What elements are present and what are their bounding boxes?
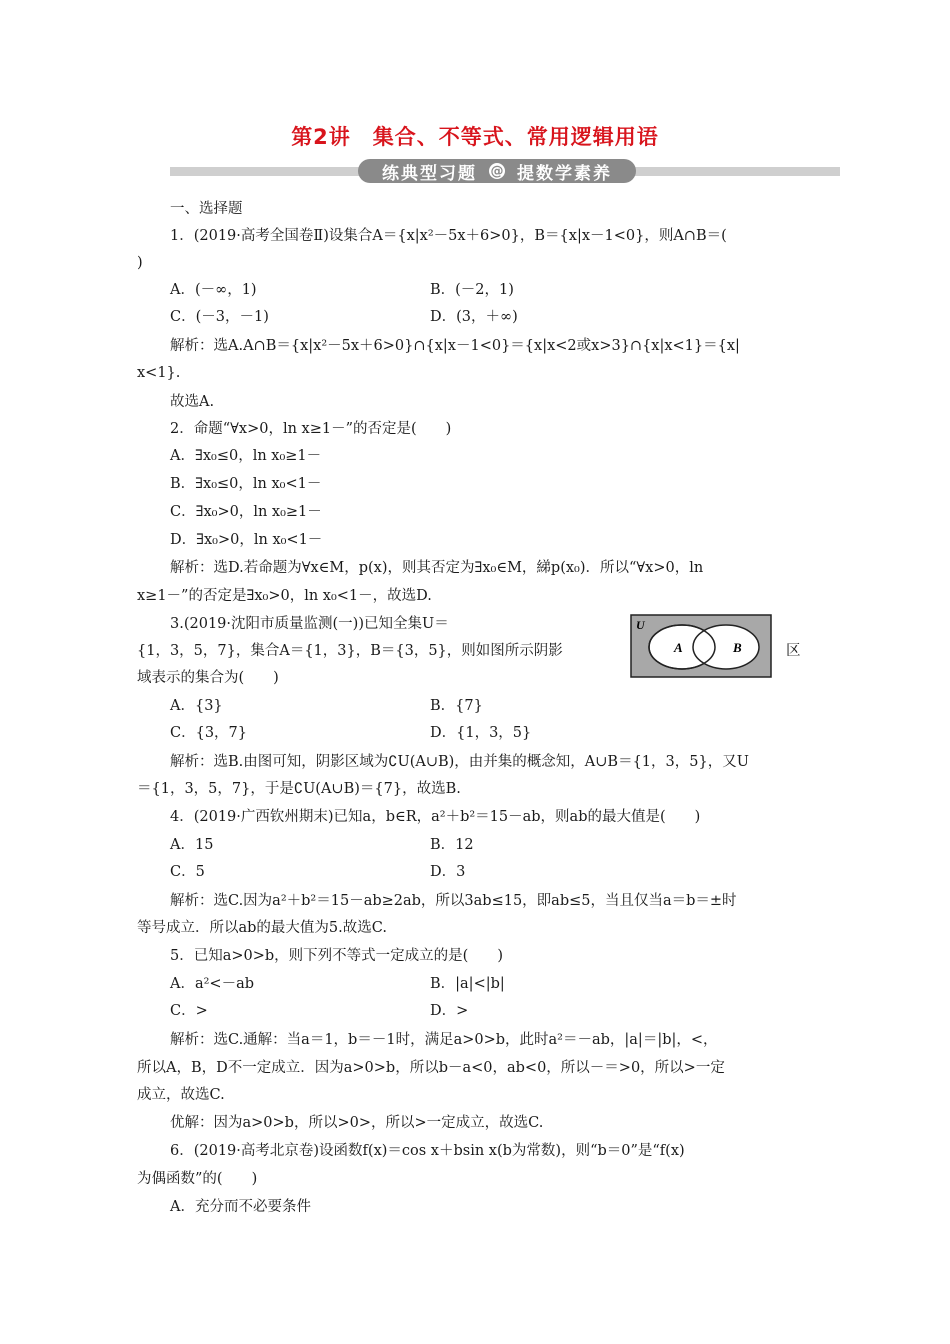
text-line: ＝{1，3，5，7}，于是∁U(A∪B)＝{7}，故选B.	[137, 781, 461, 797]
text-line: A．(－∞，1)	[170, 282, 257, 298]
text-line: 6．(2019·高考北京卷)设函数f(x)＝cos x＋bsin x(b为常数)，则“b＝0”是“f(x)	[170, 1143, 685, 1159]
text-line: A．15	[170, 837, 214, 853]
text-line: 成立，故选C.	[137, 1087, 225, 1103]
text-line: B．|a|<|b|	[430, 976, 505, 992]
text-line: 优解：因为a>0>b，所以>0>，所以>一定成立，故选C.	[170, 1115, 544, 1131]
text-line: 4．(2019·广西钦州期末)已知a，b∈R，a²＋b²＝15－ab，则ab的最大值是( )	[170, 809, 701, 825]
text-line: 等号成立．所以ab的最大值为5.故选C.	[137, 920, 387, 936]
text-line: C．>	[170, 1003, 208, 1019]
text-line: x<1}.	[137, 365, 181, 381]
text-line: 所以A，B，D不一定成立．因为a>0>b，所以b－a<0，ab<0，所以－＝>0，所以>一定	[137, 1060, 725, 1076]
text-line: 解析：选B.由图可知，阴影区域为∁U(A∪B)，由并集的概念知，A∪B＝{1，3，5}，又U	[170, 754, 749, 770]
text-line: 解析：选A.A∩B＝{x|x²－5x＋6>0}∩{x|x－1<0}＝{x|x<2或x>3}∩{x|x<1}＝{x|	[170, 338, 740, 354]
text-line: 解析：选D.若命题为∀x∈M，p(x)，则其否定为∃x₀∈M，綈p(x₀)．所以“∀x>0，ln	[170, 560, 704, 576]
text-line: 区	[786, 643, 801, 659]
venn-set-a-label: A	[674, 640, 683, 655]
venn-diagram	[630, 614, 772, 678]
text-line: 域表示的集合为( )	[137, 670, 279, 686]
page-title: 第2讲 集合、不等式、常用逻辑用语	[291, 125, 659, 149]
text-line: 解析：选C.通解：当a＝1，b＝－1时，满足a>0>b，此时a²＝－ab，|a|＝|b|，<，	[170, 1032, 718, 1048]
text-line: C．(－3，－1)	[170, 309, 269, 325]
text-line: )	[137, 255, 143, 271]
text-line: B．(－2，1)	[430, 282, 514, 298]
at-badge-icon: @	[490, 163, 504, 179]
text-line: x≥1－”的否定是∃x₀>0，ln x₀<1－，故选D.	[137, 588, 432, 604]
text-line: 为偶函数”的( )	[137, 1171, 258, 1187]
text-line: 1．(2019·高考全国卷Ⅱ)设集合A＝{x|x²－5x＋6>0}，B＝{x|x－1<0}，则A∩B＝(	[170, 228, 727, 244]
text-line: A．{3}	[170, 698, 223, 714]
text-line: B．{7}	[430, 698, 483, 714]
banner-right-text: 提数学素养	[517, 163, 612, 184]
text-line: B．∃x₀≤0，ln x₀<1－	[170, 476, 322, 492]
text-line: C．∃x₀>0，ln x₀≥1－	[170, 504, 322, 520]
text-line: D．(3，＋∞)	[430, 309, 518, 325]
venn-set-b-label: B	[733, 640, 742, 655]
text-line: C．{3，7}	[170, 725, 247, 741]
banner-pill	[358, 159, 636, 183]
text-line: D．3	[430, 864, 466, 880]
text-line: D．>	[430, 1003, 469, 1019]
text-line: 2．命题“∀x>0，ln x≥1－”的否定是( )	[170, 421, 452, 437]
text-line: 故选A.	[170, 394, 215, 410]
text-line: A．充分而不必要条件	[170, 1199, 311, 1215]
text-line: B．12	[430, 837, 474, 853]
text-line: A．a²<－ab	[170, 976, 255, 992]
text-line: {1，3，5，7}，集合A＝{1，3}，B＝{3，5}，则如图所示阴影	[137, 643, 563, 659]
venn-universe-label: U	[636, 618, 645, 632]
section-banner	[170, 159, 840, 184]
text-line: D．{1，3，5}	[430, 725, 532, 741]
text-line: 5．已知a>0>b，则下列不等式一定成立的是( )	[170, 948, 503, 964]
venn-set-b	[693, 625, 759, 669]
text-line: C．5	[170, 864, 205, 880]
text-line: 一、选择题	[170, 201, 243, 217]
text-line: 3.(2019·沈阳市质量监测(一))已知全集U＝	[170, 616, 449, 632]
text-line: A．∃x₀≤0，ln x₀≥1－	[170, 448, 322, 464]
text-line: 解析：选C.因为a²＋b²＝15－ab≥2ab，所以3ab≤15，即ab≤5，当且仅当a＝b＝±时	[170, 893, 737, 909]
banner-left-text: 练典型习题	[382, 163, 477, 184]
text-line: D．∃x₀>0，ln x₀<1－	[170, 532, 323, 548]
